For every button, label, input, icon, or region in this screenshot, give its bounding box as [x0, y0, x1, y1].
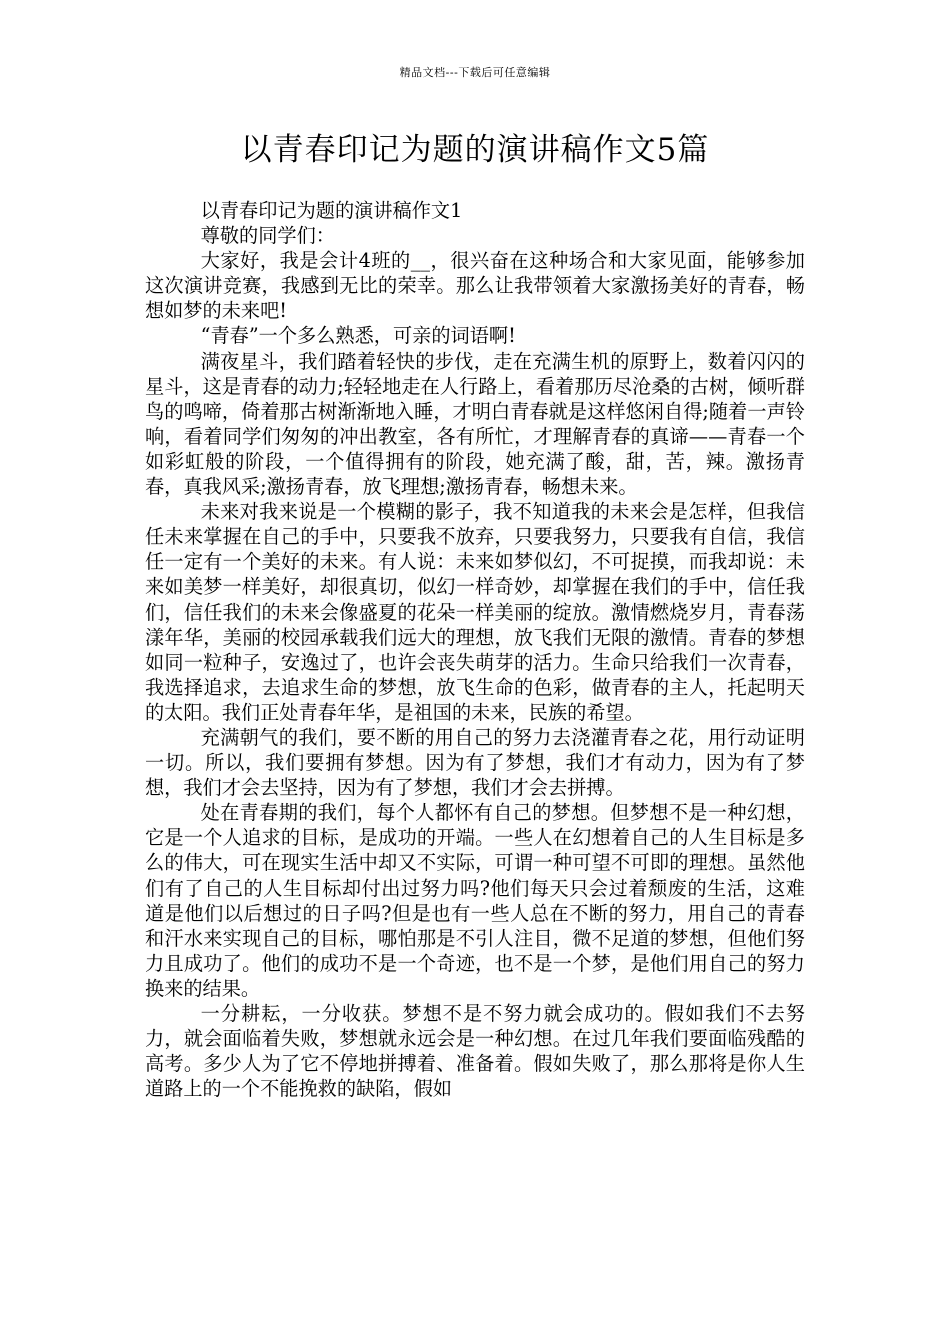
header-note: 精品文档---下载后可任意编辑: [399, 66, 551, 79]
document-title: 以青春印记为题的演讲稿作文5篇: [240, 132, 710, 168]
body-paragraph: “青春”一个多么熟悉，可亲的词语啊!: [200, 324, 516, 348]
section-heading: 以青春印记为题的演讲稿作文1: [200, 199, 463, 222]
body-paragraph: 未来对我来说是一个模糊的影子，我不知道我的未来会是怎样，但我信任未来掌握在自己的手中，只要我不放弃，只要我努力，只要我有自信，我信任一定有一个美好的未来。有人说：未来如梦似幻，不可捉摸，而我却说：未来如美梦一样美好，却很真切，似幻一样奇妙，却掌握在我们的手中，信任我们，信任我们的未来会像盛夏的花朵一样美丽的绽放。激情燃烧岁月，青春荡漾年华，美丽的校园承载我们远大的理想，放飞我们无限的激情。青春的梦想如同一粒种子，安逸过了，也许会丧失萌芽的活力。生命只给我们一次青春，我选择追求，去追求生命的梦想，放飞生命的色彩，做青春的主人，托起明天的太阳。我们正处青春年华，是祖国的未来，民族的希望。: [145, 500, 805, 724]
body-paragraph: 一分耕耘，一分收获。梦想不是不努力就会成功的。假如我们不去努力，就会面临着失败，梦想就永远会是一种幻想。在过几年我们要面临残酷的高考。多少人为了它不停地拼搏着、准备着。假如失败了，那么那将是你人生道路上的一个不能挽救的缺陷，假如: [145, 1002, 805, 1101]
body-paragraph: 充满朝气的我们，要不断的用自己的努力去浇灌青春之花，用行动证明一切。所以，我们要拥有梦想。因为有了梦想，我们才有动力，因为有了梦想，我们才会去坚持，因为有了梦想，我们才会去拼搏。: [145, 725, 805, 800]
body-paragraph: 满夜星斗，我们踏着轻快的步伐，走在充满生机的原野上，数着闪闪的星斗，这是青春的动力;轻轻地走在人行路上，看着那历尽沧桑的古树，倾听群鸟的鸣啼，倚着那古树渐渐地入睡，才明白青春就是这样悠闲自得;随着一声铃响，看着同学们匆匆的冲出教室，各有所忙，才理解青春的真谛——青春一个如彩虹般的阶段，一个值得拥有的阶段，她充满了酸，甜，苦，辣。激扬青春，真我风采;激扬青春，放飞理想;激扬青春，畅想未来。: [145, 349, 805, 499]
document-body: [145, 198, 805, 1101]
body-paragraph: 处在青春期的我们，每个人都怀有自己的梦想。但梦想不是一种幻想，它是一个人追求的目标，是成功的开端。一些人在幻想着自己的人生目标是多么的伟大，可在现实生活中却又不实际，可谓一种可望不可即的理想。虽然他们有了自己的人生目标却付出过努力吗?他们每天只会过着颓废的生活，这难道是他们以后想过的日子吗?但是也有一些人总在不断的努力，用自己的青春和汗水来实现自己的目标，哪怕那是不引人注目，微不足道的梦想，但他们努力且成功了。他们的成功不是一个奇迹，也不是一个梦，是他们用自己的努力换来的结果。: [145, 801, 805, 1000]
body-paragraph: 大家好，我是会计4班的__，很兴奋在这种场合和大家见面，能够参加这次演讲竞赛，我感到无比的荣幸。那么让我带领着大家激扬美好的青春，畅想如梦的未来吧!: [145, 249, 805, 323]
salutation: 尊敬的同学们：: [200, 224, 335, 248]
